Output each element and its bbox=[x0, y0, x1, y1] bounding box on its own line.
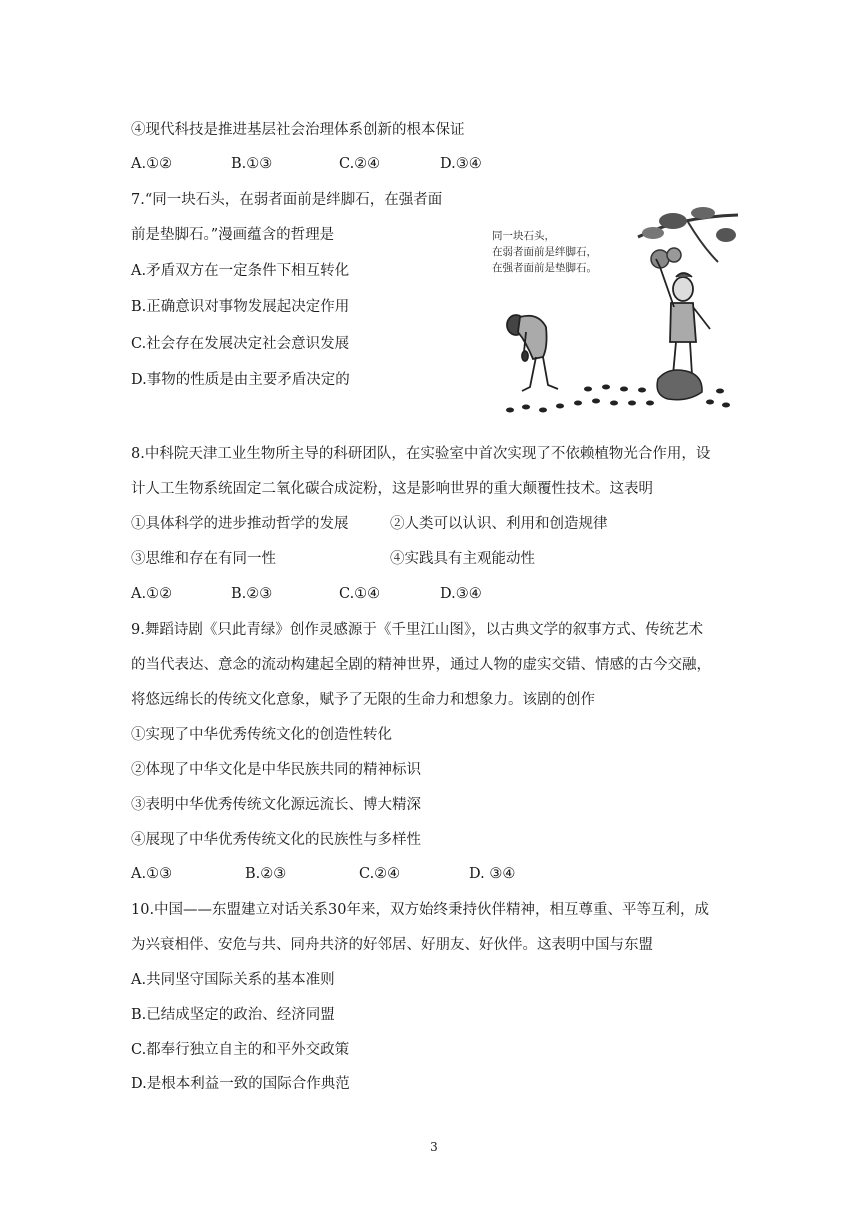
q9-item-2: ②体现了中华文化是中华民族共同的精神标识 bbox=[131, 762, 421, 778]
q9-stem-line-2: 的当代表达、意念的流动构建起全剧的精神世界，通过人物的虚实交错、情感的古今交融， bbox=[131, 657, 711, 673]
q8-stem-line-2: 计人工生物系统固定二氧化碳合成淀粉，这是影响世界的重大颠覆性技术。这表明 bbox=[131, 481, 653, 497]
q8-stem-line-1: 8.中科院天津工业生物所主导的科研团队，在实验室中首次实现了不依赖植物光合作用，设 bbox=[131, 446, 711, 462]
q8-item-3: ③思维和存在有同一性 bbox=[131, 551, 276, 567]
q8-item-2: ②人类可以认识、利用和创造规律 bbox=[390, 516, 608, 532]
q9-option-c: C.②④ bbox=[359, 866, 401, 882]
q9-item-1: ①实现了中华优秀传统文化的创造性转化 bbox=[131, 727, 392, 743]
q6-option-d: D.③④ bbox=[440, 156, 482, 172]
strong-figure bbox=[656, 259, 710, 375]
q9-item-4: ④展现了中华优秀传统文化的民族性与多样性 bbox=[131, 832, 421, 848]
q7-option-d: D.事物的性质是由主要矛盾决定的 bbox=[131, 372, 350, 388]
q7-stem-line-2: 前是垫脚石。”漫画蕴含的哲理是 bbox=[131, 227, 335, 243]
q8-option-b: B.②③ bbox=[231, 586, 273, 602]
q9-option-a: A.①③ bbox=[131, 866, 173, 882]
q10-option-d: D.是根本利益一致的国际合作典范 bbox=[131, 1076, 350, 1092]
q8-option-d: D.③④ bbox=[440, 586, 482, 602]
q9-stem-line-1: 9.舞蹈诗剧《只此青绿》创作灵感源于《千里江山图》，以古典文学的叙事方式、传统艺术 bbox=[131, 622, 704, 638]
q7-stem-line-1: 7.“同一块石头，在弱者面前是绊脚石，在强者面 bbox=[131, 192, 443, 208]
q10-option-b: B.已结成坚定的政治、经济同盟 bbox=[131, 1007, 335, 1023]
q6-option-c: C.②④ bbox=[339, 156, 381, 172]
q7-option-b: B.正确意识对事物发展起决定作用 bbox=[131, 299, 350, 315]
q8-item-4: ④实践具有主观能动性 bbox=[390, 551, 535, 567]
cartoon-caption-1: 同一块石头， bbox=[492, 230, 555, 242]
q6-option-b: B.①③ bbox=[231, 156, 273, 172]
q10-stem-line-2: 为兴衰相伴、安危与共、同舟共济的好邻居、好朋友、好伙伴。这表明中国与东盟 bbox=[131, 937, 653, 953]
q9-option-b: B.②③ bbox=[245, 866, 287, 882]
q9-stem-line-3: 将悠远绵长的传统文化意象，赋予了无限的生命力和想象力。该剧的创作 bbox=[131, 692, 595, 708]
q6-item-4: ④现代科技是推进基层社会治理体系创新的根本保证 bbox=[131, 122, 465, 138]
q10-stem-line-1: 10.中国——东盟建立对话关系30年来，双方始终秉持伙伴精神，相互尊重、平等互利，成 bbox=[131, 902, 710, 918]
rock bbox=[657, 370, 702, 400]
q9-item-3: ③表明中华优秀传统文化源远流长、博大精深 bbox=[131, 797, 421, 813]
q7-option-c: C.社会存在发展决定社会意识发展 bbox=[131, 336, 350, 352]
q6-option-a: A.①② bbox=[131, 156, 173, 172]
stepping-stone-cartoon bbox=[488, 207, 738, 422]
q10-option-a: A.共同坚守国际关系的基本准则 bbox=[131, 972, 335, 988]
q10-option-c: C.都奉行独立自主的和平外交政策 bbox=[131, 1042, 350, 1058]
cartoon-caption-3: 在强者面前是垫脚石。 bbox=[492, 262, 597, 274]
weak-figure bbox=[507, 315, 558, 391]
q8-item-1: ①具体科学的进步推动哲学的发展 bbox=[131, 516, 349, 532]
q7-option-a: A.矛盾双方在一定条件下相互转化 bbox=[131, 263, 350, 279]
cartoon-caption-2: 在弱者面前是绊脚石， bbox=[492, 246, 597, 258]
q8-option-a: A.①② bbox=[131, 586, 173, 602]
q9-option-d: D. ③④ bbox=[469, 866, 516, 882]
q8-option-c: C.①④ bbox=[339, 586, 381, 602]
page-number: 3 bbox=[430, 1140, 438, 1154]
